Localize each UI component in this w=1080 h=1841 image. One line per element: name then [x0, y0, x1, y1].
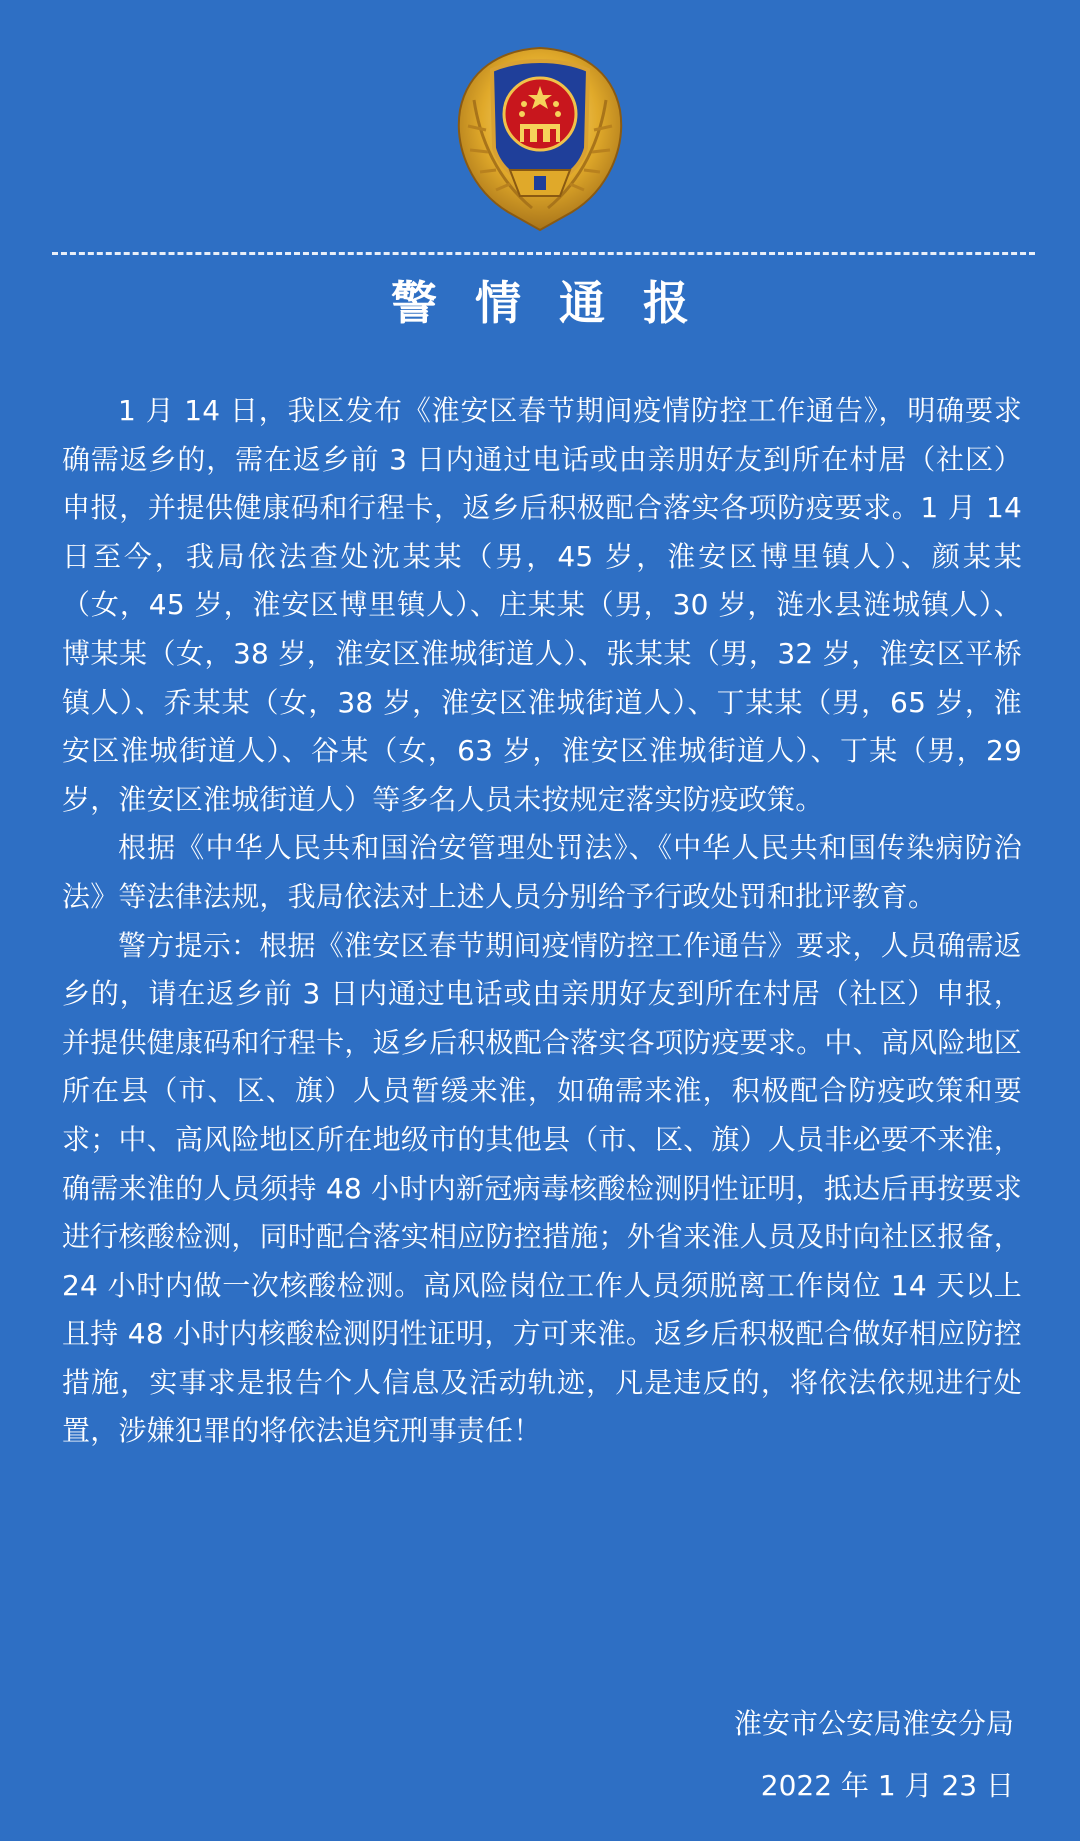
police-emblem-icon — [440, 30, 640, 240]
issuing-organization: 淮安市公安局淮安分局 — [733, 1707, 1014, 1740]
issue-date: 2022 年 1 月 23 日 — [760, 1769, 1014, 1802]
paragraph-1: 1 月 14 日，我区发布《淮安区春节期间疫情防控工作通告》，明确要求确需返乡的，需在返乡前 3 日内通过电话或由亲朋好友到所在村居（社区）申报，并提供健康码和行程卡，返乡后积极配合落实各项防疫要求。1 月 14 日至今，我局依法查处沈某某（男，45 岁，淮安区博里镇人）、颜某某（女，45 岁，淮安区博里镇人）、庄某某（男，30 岁，涟水县涟城镇人）、博某某（女，38 岁，淮安区淮城街道人）、张某某（男，32 岁，淮安区平桥镇人）、乔某某（女，38 岁，淮安区淮城街道人）、丁某某（男，65 岁，淮安区淮城街道人）、谷某（女，63 岁，淮安区淮城街道人）、丁某（男，29 岁，淮安区淮城街道人）等多名人员未按规定落实防疫政策。 — [62, 394, 1022, 816]
paragraph-2: 根据《中华人民共和国治安管理处罚法》、《中华人民共和国传染病防治法》等法律法规，我局依法对上述人员分别给予行政处罚和批评教育。 — [62, 831, 1022, 913]
paragraph-3: 警方提示：根据《淮安区春节期间疫情防控工作通告》要求，人员确需返乡的，请在返乡前 3 日内通过电话或由亲朋好友到所在村居（社区）申报，并提供健康码和行程卡，返乡后积极配合落实各项防疫要求。中、高风险地区所在县（市、区、旗）人员暂缓来淮，如确需来淮，积极配合防疫政策和要求；中、高风险地区所在地级市的其他县（市、区、旗）人员非必要不来淮，确需来淮的人员须持 48 小时内新冠病毒核酸检测阴性证明，抵达后再按要求进行核酸检测，同时配合落实相应防控措施；外省来淮人员及时向社区报备，24 小时内做一次核酸检测。高风险岗位工作人员须脱离工作岗位 14 天以上且持 48 小时内核酸检测阴性证明，方可来淮。返乡后积极配合做好相应防控措施，实事求是报告个人信息及活动轨迹，凡是违反的，将依法依规进行处置，涉嫌犯罪的将依法追究刑事责任！ — [62, 928, 1022, 1448]
notice-body — [62, 387, 1022, 1456]
notice-title: 警情通报 — [391, 276, 727, 330]
header-divider — [52, 252, 1035, 255]
signature-block — [734, 1700, 1014, 1810]
